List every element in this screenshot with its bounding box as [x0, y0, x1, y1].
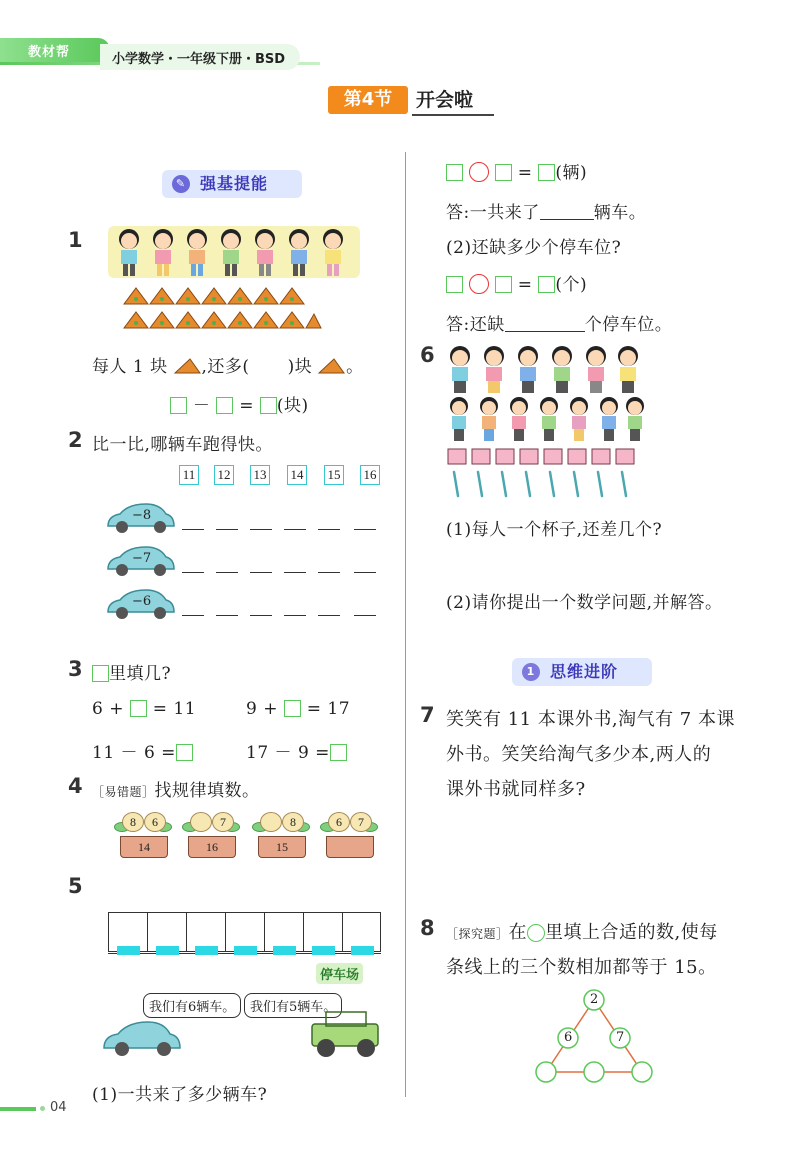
kids-row-1 [446, 344, 646, 394]
kid-figure [286, 228, 312, 278]
number-cell: 13 [250, 465, 270, 485]
parking-slot-mark [156, 946, 179, 955]
answer-circle[interactable] [632, 1062, 652, 1082]
car-row [104, 500, 384, 536]
question-number: 6 [420, 343, 435, 367]
answer-box[interactable] [495, 276, 512, 293]
section-basic-label: 强基提能 [200, 174, 269, 193]
operator-circle[interactable] [469, 274, 489, 294]
answer-line: 答:还缺 个停车位。 [446, 315, 673, 335]
question-text: ［易错题］找规律填数。 [92, 781, 260, 801]
parking-slot-mark [351, 946, 374, 955]
sub-question: (1)每人一个杯子,还差几个? [446, 520, 663, 540]
pizza-rows [122, 284, 322, 334]
answer-box[interactable] [284, 700, 301, 717]
car-label: −8 [132, 508, 152, 523]
question-text: ［探究题］在 里填上合适的数,使每 [446, 922, 718, 943]
question-text: 课外书就同样多? [446, 779, 586, 800]
answer-box[interactable] [170, 397, 187, 414]
kid-figure [320, 228, 346, 278]
column-divider [405, 152, 406, 1097]
kid-figure [150, 228, 176, 278]
answer-blank[interactable] [505, 331, 585, 332]
pizza-slice-icon [318, 358, 346, 374]
pot-number: 14 [120, 836, 168, 858]
circle-value: 7 [616, 1030, 625, 1045]
answer-box[interactable] [216, 397, 233, 414]
parking-lot [108, 912, 381, 954]
kids-row-2 [446, 396, 646, 442]
flower-pot [182, 812, 242, 862]
parking-label: 停车场 [316, 963, 363, 984]
answer-box[interactable] [538, 276, 555, 293]
footer-dot [40, 1106, 45, 1111]
kid-figure [252, 228, 278, 278]
q5-equation-1: = (辆) [446, 158, 587, 183]
equation: 6 + = 11 [92, 699, 197, 719]
petal-number: 6 [144, 812, 166, 832]
car-label: −6 [132, 594, 152, 609]
question-text: 条线上的三个数相加都等于 15。 [446, 957, 717, 978]
section-tag: 第4节 [328, 86, 408, 114]
question-text: 外书。笑笑给淘气多少本,两人的 [446, 744, 712, 765]
answer-box[interactable] [446, 276, 463, 293]
car-row [104, 586, 384, 622]
header-bar [0, 38, 320, 72]
section-title: 开会啦 [416, 89, 474, 111]
petal-number: 8 [122, 812, 144, 832]
header-badge: 教材帮 [28, 45, 71, 60]
speech-bubble: 我们有6辆车。 [143, 993, 241, 1018]
car-label: −7 [132, 551, 152, 566]
answer-box[interactable] [446, 164, 463, 181]
flower-pot [114, 812, 174, 862]
kid-figure [218, 228, 244, 278]
answer-blank[interactable] [540, 219, 594, 220]
pencil-icon: ✎ [172, 175, 190, 193]
pot-number[interactable] [326, 836, 374, 858]
pizza-slices-icon [122, 284, 322, 334]
question-number: 5 [68, 874, 83, 898]
section-advanced-label: 思维进阶 [550, 662, 619, 681]
kids-illustration [108, 226, 360, 278]
question-number: 7 [420, 703, 435, 727]
answer-circle[interactable] [584, 1062, 604, 1082]
sub-question: (2)请你提出一个数学问题,并解答。 [446, 593, 723, 613]
answer-box[interactable] [176, 744, 193, 761]
box-icon [92, 665, 109, 682]
question-number: 2 [68, 428, 83, 452]
kids-group-icon [446, 344, 646, 394]
equation: 9 + = 17 [246, 699, 351, 719]
question-number: 8 [420, 916, 435, 940]
equation: 11 － 6 = [92, 738, 193, 763]
section-title-block [328, 86, 498, 116]
kid-figure [116, 228, 142, 278]
kids-group-icon [446, 396, 646, 442]
question-number: 4 [68, 774, 83, 798]
section-advanced-pill [512, 658, 652, 686]
circle-value: 2 [590, 992, 599, 1007]
section-basic-pill [162, 170, 302, 198]
question-text: 比一比,哪辆车跑得快。 [92, 435, 273, 455]
cups-icon [446, 446, 646, 466]
operator-circle[interactable] [469, 162, 489, 182]
page-number: 04 [50, 1100, 67, 1115]
parking-slot-mark [117, 946, 140, 955]
number-cell: 12 [214, 465, 234, 485]
cups-row [446, 446, 646, 466]
answer-box[interactable] [495, 164, 512, 181]
question-text: 里填几? [92, 659, 171, 684]
parking-slot-mark [195, 946, 218, 955]
speech-bubble: 我们有5辆车。 [244, 993, 342, 1018]
medal-icon: 1 [522, 663, 540, 681]
answer-circle[interactable] [536, 1062, 556, 1082]
answer-box[interactable] [260, 397, 277, 414]
pizza-slice-icon [174, 358, 202, 374]
toothbrush-row [446, 470, 646, 498]
number-cell: 14 [287, 465, 307, 485]
petal-number[interactable] [260, 812, 282, 832]
parking-slot-mark [273, 946, 296, 955]
petal-number: 6 [328, 812, 350, 832]
number-cell: 15 [324, 465, 344, 485]
kid-figure [184, 228, 210, 278]
parking-slot-mark [234, 946, 257, 955]
footer-bar [0, 1107, 36, 1111]
flower-pot [252, 812, 312, 862]
car-row [104, 543, 384, 579]
q5-equation-2: = (个) [446, 270, 587, 295]
equation: 17 － 9 = [246, 738, 347, 763]
toothbrush-icon [446, 470, 646, 498]
question-text: 笑笑有 11 本课外书,淘气有 7 本课 [446, 709, 735, 730]
petal-number[interactable] [190, 812, 212, 832]
header-subject: 小学数学・一年级下册・BSD [112, 52, 286, 67]
answer-box[interactable] [330, 744, 347, 761]
circle-icon [527, 924, 545, 942]
q1-equation: － = (块) [170, 391, 309, 416]
sub-question: (2)还缺多少个停车位? [446, 238, 622, 258]
pot-number: 16 [188, 836, 236, 858]
flower-pot [320, 812, 380, 862]
answer-box[interactable] [538, 164, 555, 181]
sub-question: (1)一共来了多少辆车? [92, 1085, 268, 1105]
question-number: 1 [68, 228, 83, 252]
car-icon [100, 1018, 184, 1058]
circle-value: 6 [564, 1030, 573, 1045]
petal-number: 8 [282, 812, 304, 832]
petal-number: 7 [212, 812, 234, 832]
jeep-icon [306, 1010, 386, 1060]
answer-line: 答:一共来了 辆车。 [446, 203, 647, 223]
number-triangle [530, 986, 660, 1086]
question-number: 3 [68, 657, 83, 681]
petal-number: 7 [350, 812, 372, 832]
number-cell: 16 [360, 465, 380, 485]
number-cell: 11 [179, 465, 199, 485]
parking-slot-mark [312, 946, 335, 955]
pot-number: 15 [258, 836, 306, 858]
answer-box[interactable] [130, 700, 147, 717]
q1-line: 每人 1 块 ,还多( )块 。 [92, 357, 364, 377]
